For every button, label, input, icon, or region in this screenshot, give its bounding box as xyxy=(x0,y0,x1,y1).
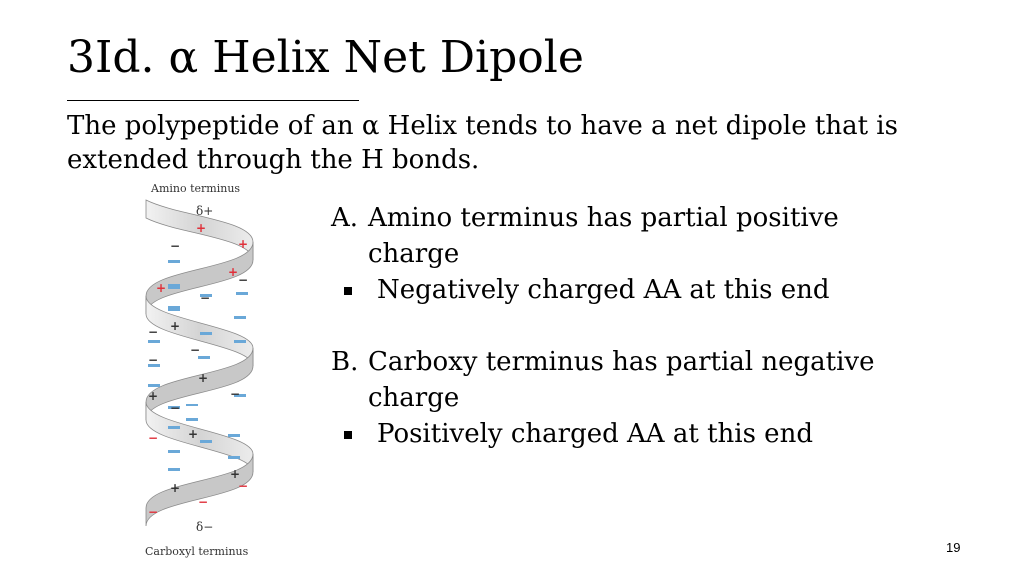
plus-sign: + xyxy=(196,221,207,235)
minus-sign: − xyxy=(148,325,159,339)
sub-item-a xyxy=(331,272,931,308)
minus-sign: − xyxy=(238,273,249,287)
ribbon-turn xyxy=(146,454,253,526)
intro-text: The polypeptide of an α Helix tends to have a net dipole that is extended through the H bonds. xyxy=(67,111,898,175)
title-underline xyxy=(67,100,359,101)
minus-sign: − xyxy=(198,495,209,509)
minus-sign: − xyxy=(148,505,159,519)
plus-sign: + xyxy=(230,467,241,481)
minus-sign: − xyxy=(200,291,211,305)
minus-sign: − xyxy=(148,431,159,445)
square-bullet-icon xyxy=(344,431,352,439)
plus-sign: + xyxy=(170,319,181,333)
sub-item-text: Positively charged AA at this end xyxy=(377,419,813,449)
minus-sign: − xyxy=(190,343,201,357)
sub-item-text: Negatively charged AA at this end xyxy=(377,275,830,305)
list-item-text: Carboxy terminus has partial negative charge xyxy=(368,347,875,413)
delta-minus-label: δ− xyxy=(196,520,214,534)
minus-sign: − xyxy=(230,387,241,401)
sub-item-b xyxy=(331,416,931,452)
plus-sign: + xyxy=(238,237,249,251)
plus-sign: + xyxy=(198,371,209,385)
carboxyl-terminus-label: Carboxyl terminus xyxy=(145,545,249,558)
plus-sign: + xyxy=(170,481,181,495)
square-bullet-icon xyxy=(344,287,352,295)
delta-plus-label: δ+ xyxy=(196,204,214,218)
plus-sign: + xyxy=(228,265,239,279)
plus-sign: + xyxy=(148,389,159,403)
list-marker: B. xyxy=(331,347,359,377)
minus-sign: − xyxy=(170,401,181,415)
minus-sign: − xyxy=(148,353,159,367)
list-item-text: Amino terminus has partial positive charge xyxy=(368,203,839,269)
helix-drawing xyxy=(138,180,268,564)
minus-sign: − xyxy=(238,479,249,493)
page-number: 19 xyxy=(946,540,961,555)
amino-terminus-label: Amino terminus xyxy=(151,182,241,195)
list-item-b xyxy=(331,344,931,416)
alpha-helix-figure xyxy=(138,180,268,564)
dipole-list xyxy=(331,200,931,452)
plus-sign: + xyxy=(156,281,167,295)
list-item-a xyxy=(331,200,931,272)
slide-title: 3Id. α Helix Net Dipole xyxy=(67,32,584,83)
plus-sign: + xyxy=(188,427,199,441)
minus-sign: − xyxy=(170,239,181,253)
list-marker: A. xyxy=(331,203,359,233)
